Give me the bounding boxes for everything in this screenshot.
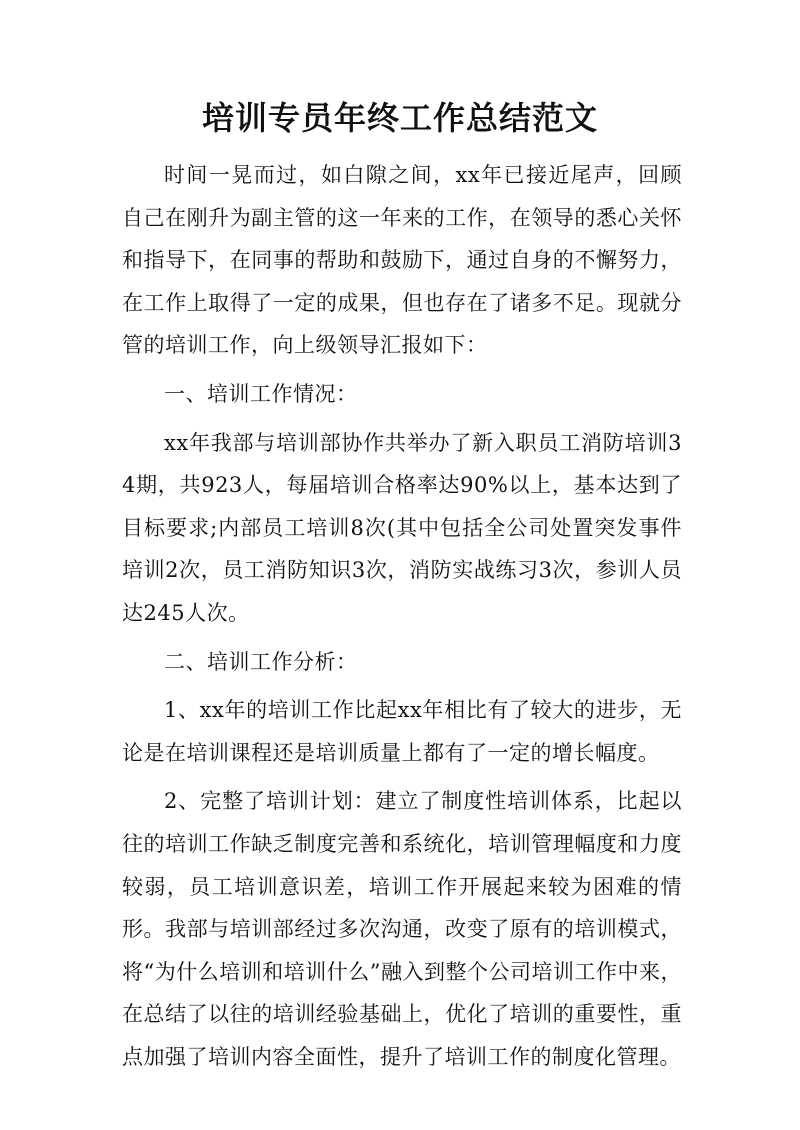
document-title: 培训专员年终工作总结范文 <box>201 99 598 137</box>
intro-paragraph: 时间一晃而过，如白隙之间，xx年已接近尾声，回顾自己在刚升为副主管的这一年来的工作，在领导的悉心关怀和指导下，在同事的帮助和鼓励下，通过自身的不懈努力，在工作上取得了一定的成果，但也存在了诸多不足。现就分管的培训工作，向上级领导汇报如下： <box>122 163 682 358</box>
training-status-paragraph: xx年我部与培训部协作共举办了新入职员工消防培训34期，共923人，每届培训合格率达90%以上，基本达到了目标要求;内部员工培训8次(其中包括全公司处置突发事件培训2次，员工消防知识3次，消防实战练习3次，参训人员达245人次。 <box>122 430 682 625</box>
analysis-point-1: 1、xx年的培训工作比起xx年相比有了较大的进步，无论是在培训课程还是培训质量上都有了一定的增长幅度。 <box>122 698 682 765</box>
section-heading-training-status: 一、培训工作情况： <box>164 381 358 406</box>
document-body <box>122 154 682 1078</box>
analysis-point-2: 2、完整了培训计划：建立了制度性培训体系，比起以往的培训工作缺乏制度完善和系统化，培训管理幅度和力度较弱，员工培训意识差，培训工作开展起来较为困难的情形。我部与培训部经过多次沟通，改变了原有的培训模式，将“为什么培训和培训什么”融入到整个公司培训工作中来，在总结了以往的培训经验基础上，优化了培训的重要性，重点加强了培训内容全面性，提升了培训工作的制度化管理。 <box>122 789 682 1069</box>
section-heading-training-analysis: 二、培训工作分析： <box>164 649 358 674</box>
